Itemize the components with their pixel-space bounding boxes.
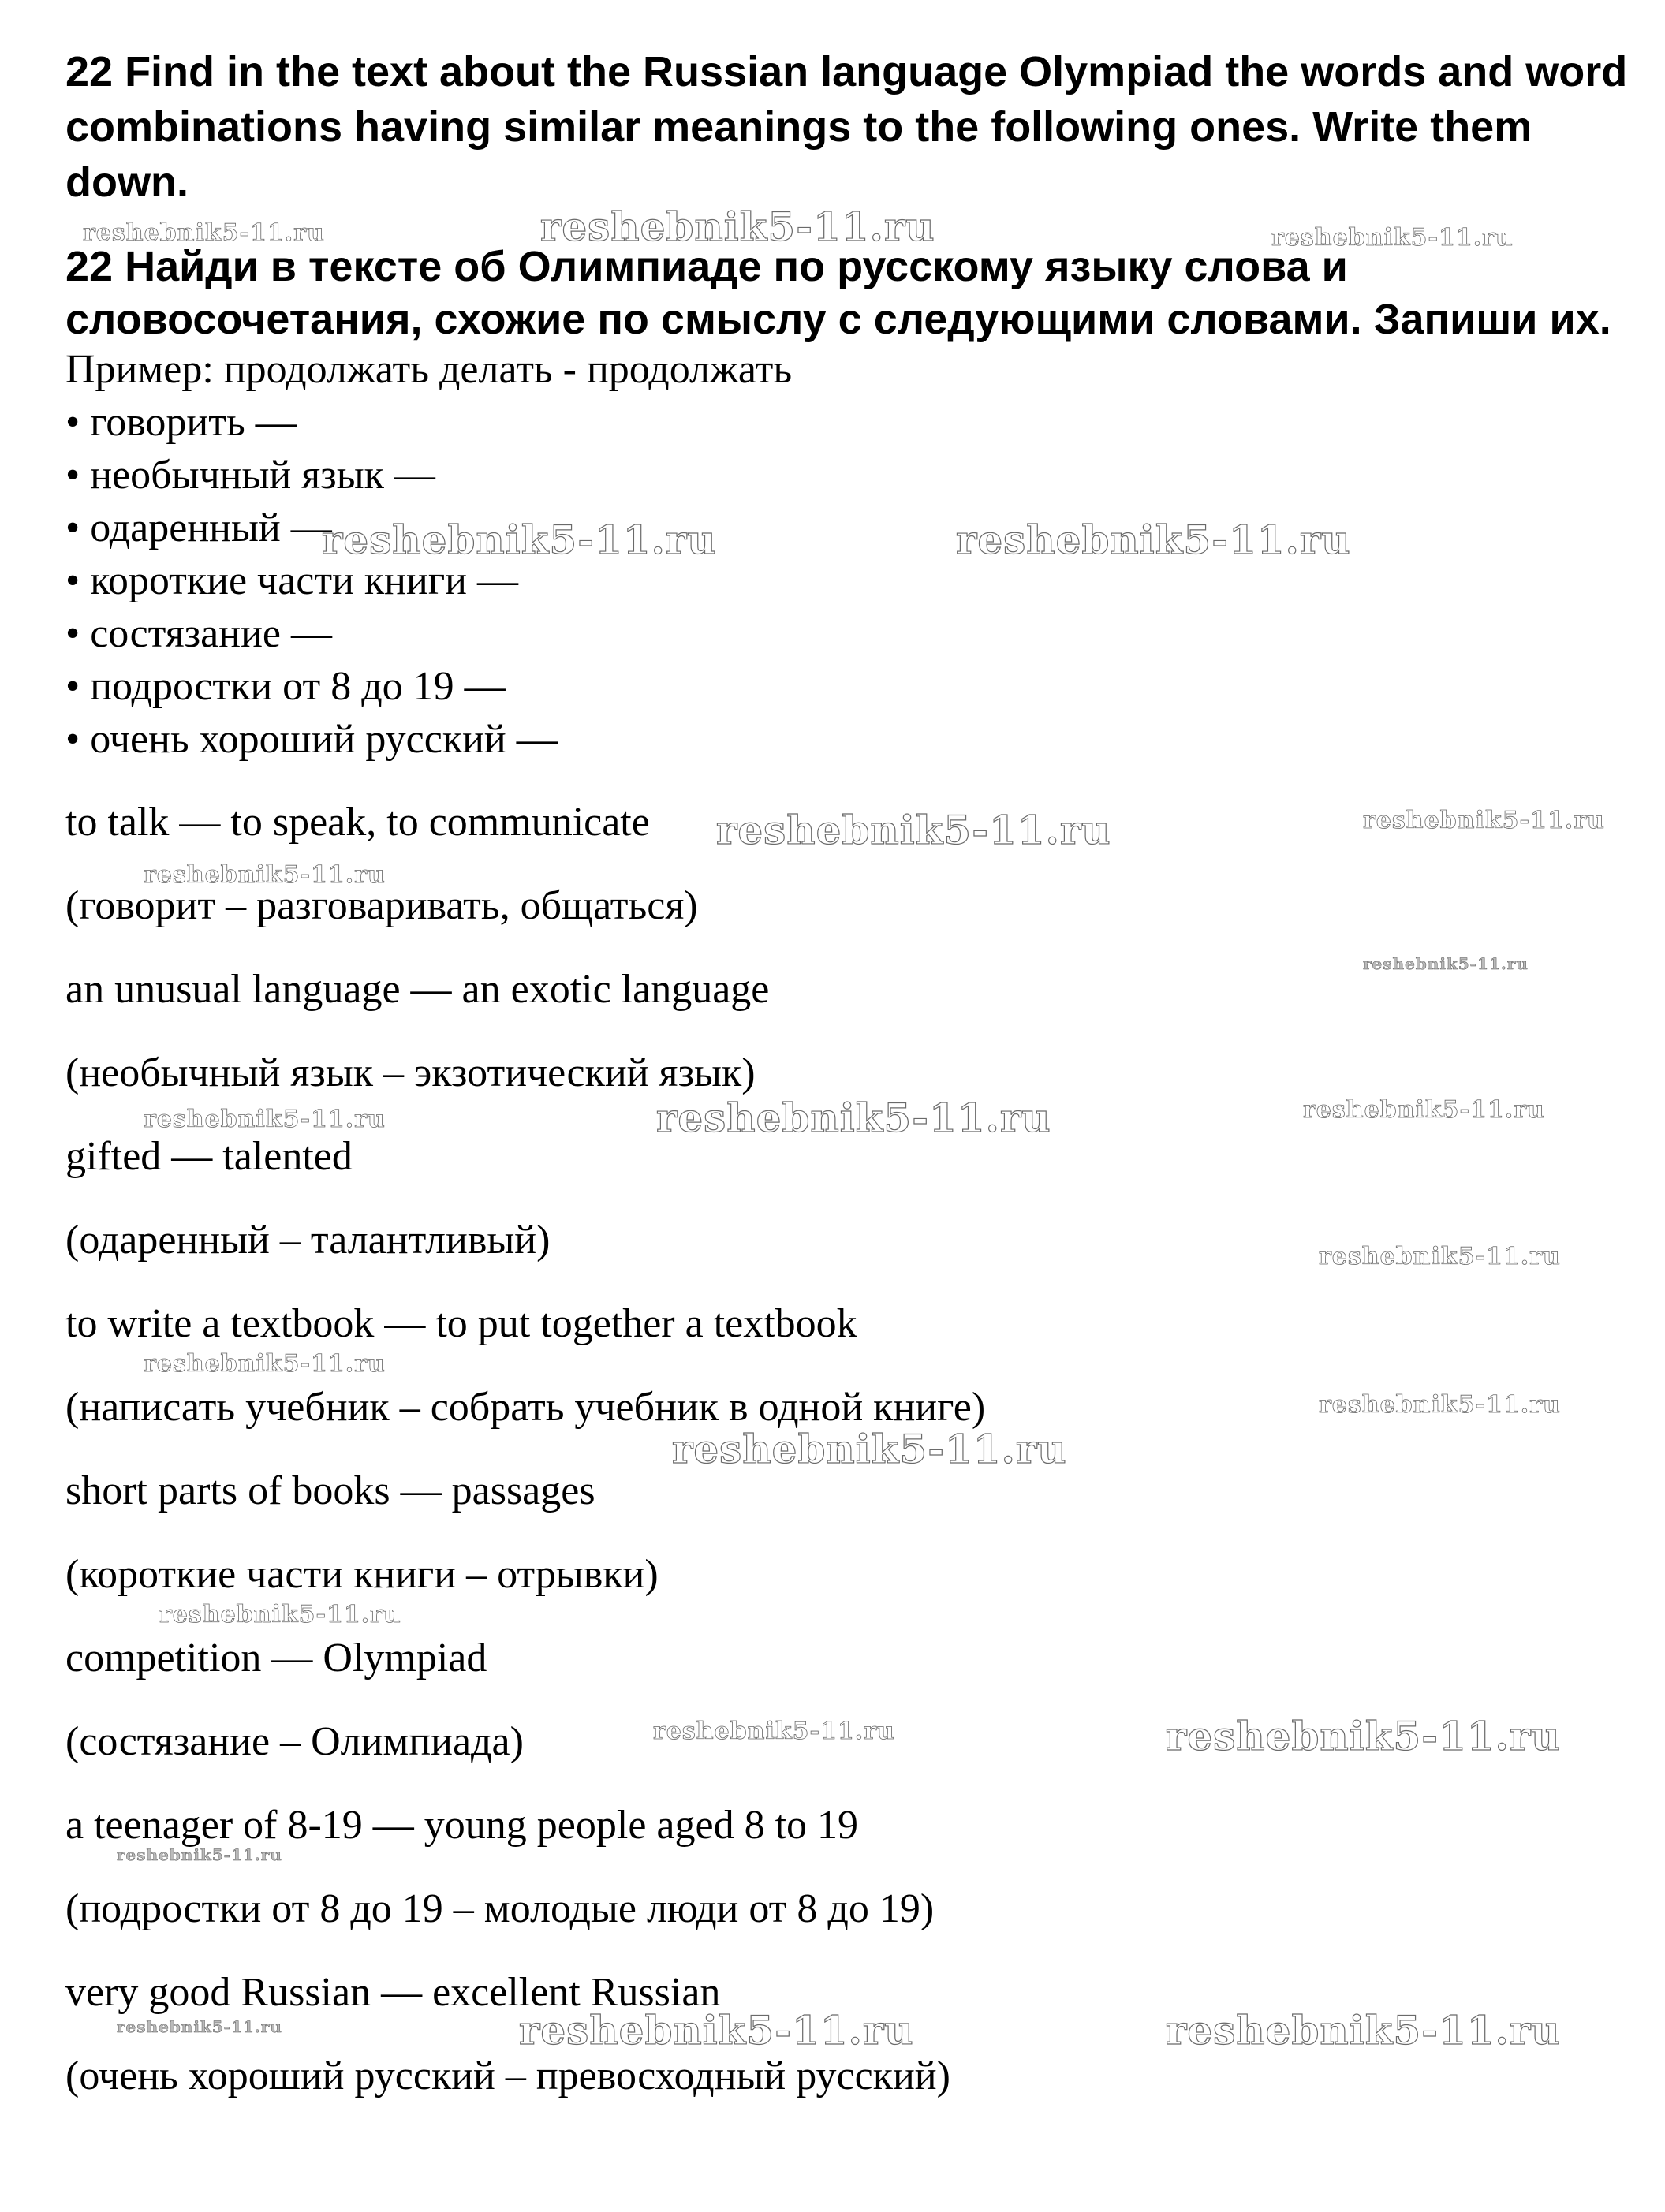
watermark: reshebnik5-11.ru [117,2017,282,2036]
watermark: reshebnik5-11.ru [1319,1243,1561,1270]
watermark: reshebnik5-11.ru [540,203,935,250]
watermark: reshebnik5-11.ru [1166,1713,1561,1759]
answer-russian: (говорит – разговаривать, общаться) [65,883,698,928]
answer-english: a teenager of 8-19 — young people aged 8 to 19 [65,1803,859,1848]
watermark: reshebnik5-11.ru [144,1350,386,1378]
answer-english: competition — Olympiad [65,1636,487,1680]
watermark: reshebnik5-11.ru [956,517,1351,563]
bullet-item: • говорить — [65,400,297,445]
watermark: reshebnik5-11.ru [144,861,386,889]
answer-russian: (подростки от 8 до 19 – молодые люди от 8 до 19) [65,1886,935,1931]
answer-russian: (необычный язык – экзотический язык) [65,1050,756,1095]
bullet-item: • состязание — [65,611,332,656]
bullet-item: • одаренный — [65,505,332,550]
answer-russian: (короткие части книги – отрывки) [65,1552,659,1597]
answer-english: short parts of books — passages [65,1468,595,1513]
watermark: reshebnik5-11.ru [1271,224,1514,252]
russian-heading-line-1: 22 Найди в тексте об Олимпиаде по русскому языку слова и [65,243,1348,290]
watermark: reshebnik5-11.ru [656,1095,1051,1141]
english-heading-line-2: combinations having similar meanings to the following ones. Write them [65,103,1532,151]
bullet-item: • необычный язык — [65,453,435,498]
example-line: Пример: продолжать делать - продолжать [65,347,793,392]
watermark: reshebnik5-11.ru [322,517,717,563]
watermark: reshebnik5-11.ru [1363,807,1605,834]
russian-heading-line-2: словосочетания, схожие по смыслу с следующими словами. Запиши их. [65,296,1611,343]
watermark: reshebnik5-11.ru [83,219,325,247]
answer-russian: (состязание – Олимпиада) [65,1719,524,1764]
answer-english: gifted — talented [65,1134,353,1179]
watermark: reshebnik5-11.ru [672,1426,1067,1472]
bullet-item: • очень хороший русский — [65,717,558,762]
watermark: reshebnik5-11.ru [1319,1391,1561,1419]
watermark: reshebnik5-11.ru [117,1845,282,1864]
english-heading-line-3: down. [65,159,189,206]
watermark: reshebnik5-11.ru [653,1718,895,1745]
bullet-item: • подростки от 8 до 19 — [65,664,506,709]
english-heading-line-1: 22 Find in the text about the Russian language Olympiad the words and word [65,48,1628,95]
watermark: reshebnik5-11.ru [1166,2007,1561,2053]
answer-english: to talk — to speak, to communicate [65,800,650,845]
watermark: reshebnik5-11.ru [144,1106,386,1133]
answer-english: to write a textbook — to put together a textbook [65,1301,857,1346]
answer-english: very good Russian — excellent Russian [65,1970,721,2015]
answer-russian: (очень хороший русский – превосходный русский) [65,2053,950,2098]
answer-english: an unusual language — an exotic language [65,967,770,1012]
watermark: reshebnik5-11.ru [519,2007,914,2053]
watermark: reshebnik5-11.ru [1303,1096,1545,1124]
answer-russian: (написать учебник – собрать учебник в одной книге) [65,1385,986,1430]
bullet-item: • короткие части книги — [65,558,518,603]
answer-russian: (одаренный – талантливый) [65,1218,551,1263]
watermark: reshebnik5-11.ru [159,1601,401,1628]
watermark: reshebnik5-11.ru [1363,954,1529,973]
watermark: reshebnik5-11.ru [716,807,1111,853]
